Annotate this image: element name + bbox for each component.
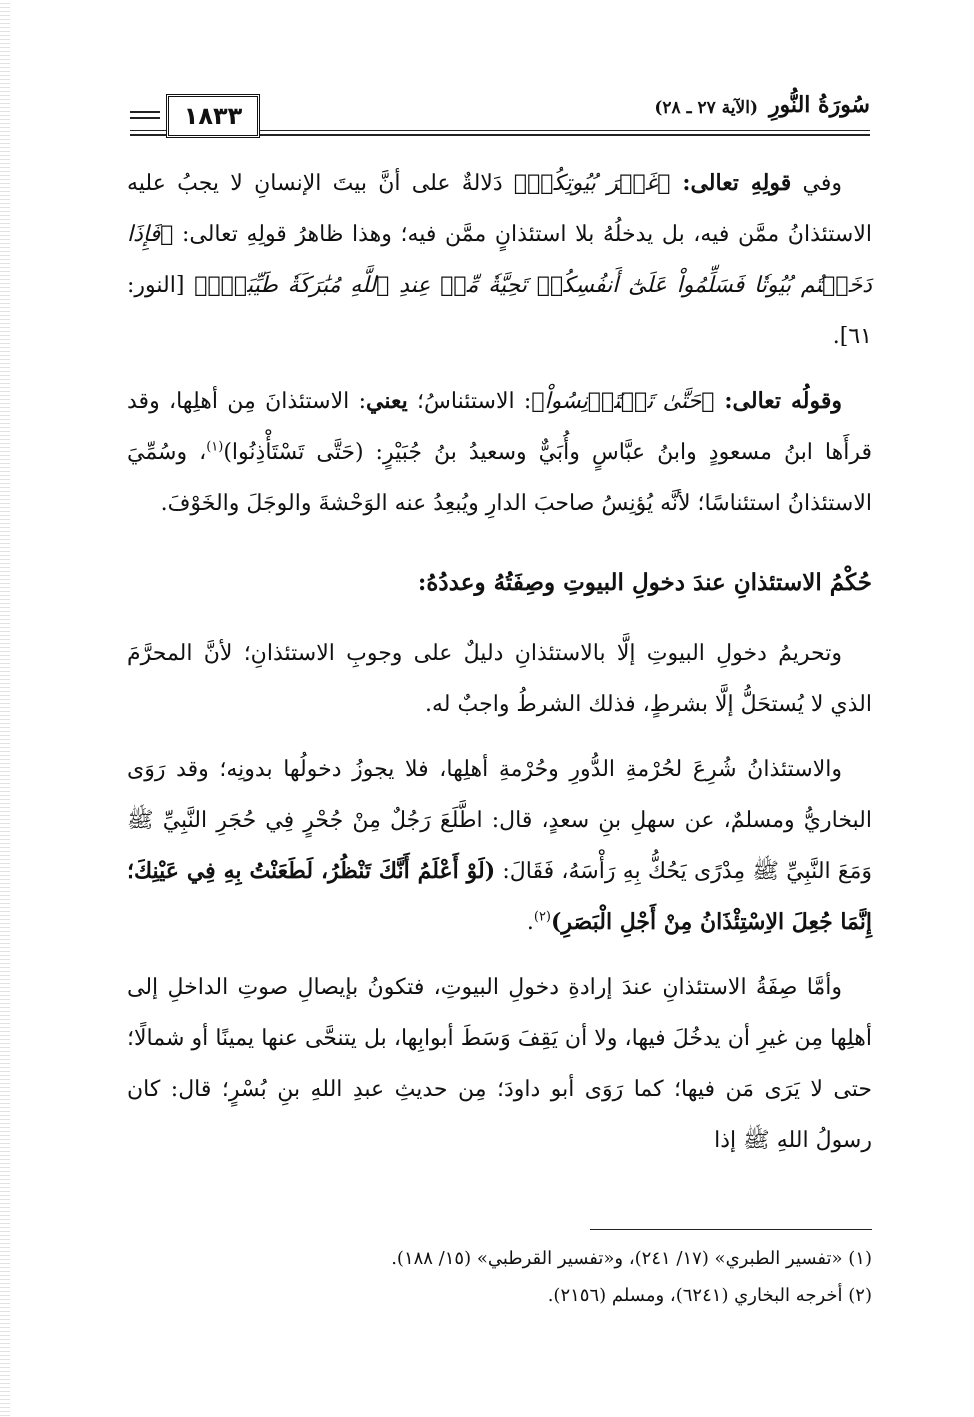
paragraph-2 — [127, 376, 872, 529]
paragraph-1 — [127, 158, 872, 362]
bold-phrase: وقولُه تعالى: — [714, 388, 842, 414]
footnote-marker: (١) — [206, 439, 224, 455]
text-run: والاستئذانُ شُرِعَ لحُرْمةِ الدُّورِ وحُرْمةِ أهلِها، فلا يجوزُ دخولُها بدونِه؛ وقد رَوَى البخاريُّ ومسلمٌ، عن سهلِ بنِ سعدٍ، قال: اطَّلَعَ رَجُلٌ مِنْ جُحْرٍ فِي حُجَرِ النَّبِيِّ ﷺ وَمَعَ النَّبِيِّ ﷺ مِدْرًى يَحُكُّ بِهِ رَأْسَهُ، فَقَالَ: — [127, 757, 872, 884]
footnote-marker: (٢) — [533, 909, 551, 925]
verse-range: (الآية ٢٧ ـ ٢٨) — [650, 98, 762, 118]
text-run: ، وسُمِّيَ الاستئذانُ استئناسًا؛ لأنَّه يُؤنِسُ صاحبَ الدارِ ويُبعِدُ عنه الوَحْشةَ والوجَلَ والخَوْفَ. — [127, 440, 872, 516]
text-run: دَلالةٌ على أنَّ بيتَ الإنسانِ لا يجبُ عليه الاستئذانُ ممَّن فيه، بل يدخلُهُ بلا استئذانٍ ممَّن فيه؛ وهذا ظاهرُ قولِهِ تعالى: — [127, 171, 872, 247]
bold-phrase: يعني — [366, 388, 408, 414]
header-ornament-line — [130, 117, 160, 119]
hadith-quote: (لَوْ أَعْلَمُ أَنَّكَ تَنْظُرُ، لَطَعَنْتُ بِهِ فِي عَيْنِكَ؛ إِنَّمَا جُعِلَ الاِسْتِئْذَانُ مِنْ أَجْلِ الْبَصَرِ) — [127, 858, 872, 935]
page-number: ١٨٣٣ — [166, 94, 260, 138]
surah-name: سُورَةُ النُّورِ — [765, 92, 870, 118]
footnote-item: (٢) أخرجه البخاري (٦٢٤١)، ومسلم (٢١٥٦). — [547, 1285, 872, 1306]
main-text — [127, 158, 872, 1180]
text-run: : الاستئناسُ؛ — [407, 389, 532, 414]
paragraph-5: وأمَّا صِفَةُ الاستئذانِ عندَ إرادةِ دخولِ البيوتِ، فتكونُ بإيصالِ صوتِ الداخلِ إلى أهلِها مِن غيرِ أن يدخُلَ فيها، ولا أن يَقِفَ وَسَطَ أبوابِها، بل يتنحَّى عنها يمينًا أو شمالًا؛ حتى لا يَرَى مَن فيها؛ كما رَوَى أبو داودَ؛ مِن حديثِ عبدِ اللهِ بنِ بُسْرٍ؛ قال: كان رسولُ اللهِ ﷺ إذا — [127, 975, 872, 1153]
text-run: . — [526, 910, 534, 935]
text-run: : الاستئذانَ مِن أهلِها، وقد قرأَها ابنُ مسعودٍ وابنُ عبَّاسٍ وأُبَيٌّ وسعيدُ بنُ جُبَيْرٍ: (حَتَّى تَسْتَأْذِنُوا) — [127, 389, 872, 465]
scan-edge — [0, 0, 10, 1417]
page-header — [130, 92, 870, 140]
text-run: وفي — [791, 171, 842, 196]
section-heading: حُكْمُ الاستئذانِ عندَ دخولِ البيوتِ وصِفَتُهُ وعددُهُ: — [417, 569, 872, 596]
footnotes — [300, 1240, 872, 1314]
header-ornament-line — [130, 111, 160, 113]
verse-reference: [النور: ٦١]. — [127, 273, 872, 349]
footnote-separator — [590, 1229, 872, 1230]
bold-phrase: قولِهِ تعالى: — [670, 170, 792, 196]
quran-quote: ﴿فَإِذَا دَخَلۡتُم بُيُوتٗا فَسَلِّمُواْ عَلَىٰٓ أَنفُسِكُمۡ تَحِيَّةٗ مِّنۡ عِندِ ٱللَّهِ مُبَٰرَكَةٗ طَيِّبَةٗۚ﴾ — [127, 222, 872, 298]
footnote-item: (١) «تفسير الطبري» (١٧/ ٢٤١)، و«تفسير القرطبي» (١٥/ ١٨٨). — [391, 1248, 872, 1269]
paragraph-4 — [127, 744, 872, 948]
paragraph-3: وتحريمُ دخولِ البيوتِ إلَّا بالاستئذانِ دليلٌ على وجوبِ الاستئذانِ؛ لأنَّ المحرَّمَ الذي لا يُستحَلُّ إلَّا بشرطٍ، فذلك الشرطُ واجبٌ له. — [127, 641, 872, 717]
quran-quote: ﴿حَتَّىٰ تَسۡتَأۡنِسُواْ﴾ — [531, 389, 715, 414]
quran-quote: ﴿غَيۡرَ بُيُوتِكُمۡ﴾ — [513, 171, 671, 196]
